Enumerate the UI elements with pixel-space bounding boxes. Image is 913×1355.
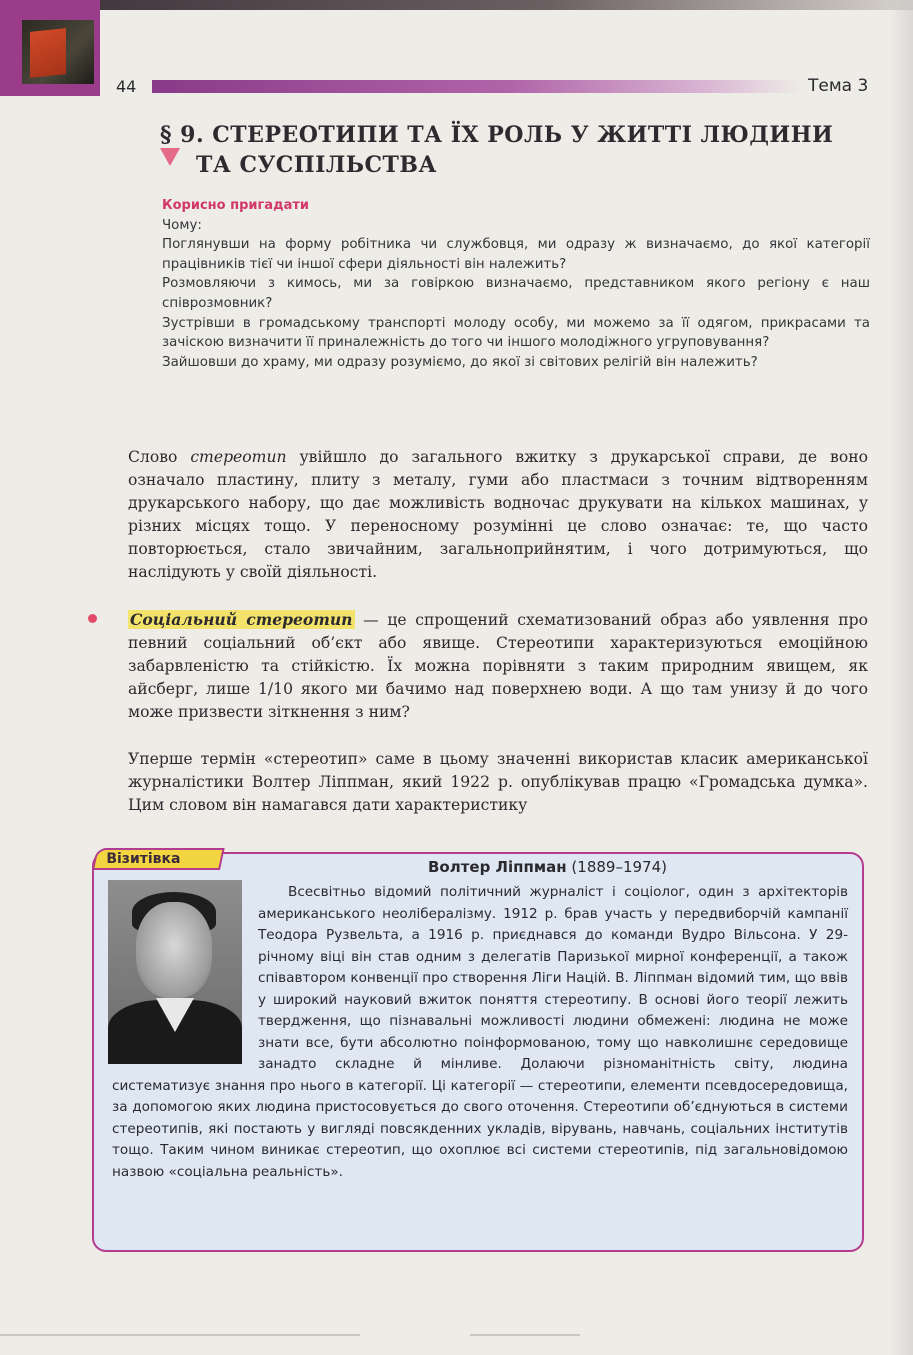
corner-decoration	[0, 0, 100, 96]
section-title	[160, 120, 880, 180]
page-top-band	[0, 0, 913, 10]
paragraph-text: увійшло до загального вжитку з друкарської справи, де воно означало пластину, плиту з металу, гуми або пластмаси з точним відтворенням друкарського набору, що дає можливість водночас друкувати на кількох машинах, у різних місцях тощо. У переносному розумінні це слово означає: те, що часто повторюється, стало звичайним, загальноприйнятим, і чого дотримуються, що наслідують у своїй діяльності.	[128, 448, 868, 581]
paragraph-definition	[128, 608, 868, 724]
recall-question: Зустрівши в громадському транспорті молоду особу, ми можемо за її одягом, прикрасами та зачіскою визначити її приналежність до того чи іншого молодіжного угруповування?	[162, 315, 870, 351]
photo-spacer	[112, 882, 258, 1072]
recall-question: Поглянувши на форму робітника чи службовця, ми одразу ж визначаємо, до якої категорії працівників тієї чи іншої сфери діяльності він належить?	[162, 237, 870, 272]
term-stereotype: стереотип	[190, 448, 287, 466]
section-title-line2: ТА СУСПІЛЬСТВА	[196, 152, 437, 178]
paragraph-text: Слово	[128, 448, 191, 466]
book-cover	[30, 28, 66, 78]
topic-label: Тема 3	[808, 76, 869, 96]
recall-question: Зайшовши до храму, ми одразу розуміємо, до якої зі світових релігій він належить?	[162, 354, 758, 370]
paragraph-text: Уперше термін «стереотип» саме в цьому значенні використав класик американської журналістики Волтер Ліппман, який 1922 р. опублікував працю «Громадська думка». Цим словом він намагався дати характеристику	[128, 750, 868, 814]
recall-why: Чому:	[162, 217, 202, 233]
paragraph-lippmann	[128, 748, 868, 817]
paragraph-text: — це спрощений схематизований образ або уявлення про певний соціальний об’єкт або явище. Стереотипи характеризуються емоційною забарвленістю та стійкістю. Їх можна порівняти з таким природним явищем, як айсберг, лише 1/10 якого ми бачимо над поверхнею води. А що там унизу й до чого може призвести зіткнення з ним?	[128, 611, 868, 721]
bio-card-text	[112, 882, 848, 1183]
paragraph-stereotype-origin	[128, 446, 868, 584]
bio-card-label	[92, 848, 225, 870]
bio-text: Всесвітньо відомий політичний журналіст і соціолог, один з архітекторів американського неолібералізму. 1912 р. брав участь у передвиборчій кампанії Теодора Рузвельта, а 1916 р. приєднався до команди Вудро Вільсона. У 29-річному віці він став одним з делегатів Паризької мирної конференції, а також співавтором конвенції про створення Ліги Націй. В. Ліппман відомий тим, що ввів у широкий науковий вжиток поняття стереотипу. В основі його теорії лежить твердження, що пізнавальні можливості людини обмежені: людина не може знати все, бути абсолютно поінформованою, тому що навколишнє середовище занадто складне й мінливе. Долаючи різноманітність світу, людина систематизує знання про нього в категорії. Ці категорії — стереотипи, елементи псевдосередовища, за допомогою яких людина пристосовується до свого оточення. Стереотипи об’єднуються в системи стереотипів, які постають у вигляді повсякденних укладів, вірувань, навчань, соціальних інститутів тощо. Таким чином виникає стереотип, що охоплює всі системи стереотипів, під загальновідомою назвою «соціальна реальність».	[112, 884, 848, 1180]
bio-card-label-text: Візитівка	[106, 851, 181, 867]
book-icon	[22, 20, 94, 84]
section-title-line1: § 9. СТЕРЕОТИПИ ТА ЇХ РОЛЬ У ЖИТТІ ЛЮДИНИ	[160, 122, 834, 148]
bio-person-years: (1889–1974)	[571, 858, 667, 876]
recall-question: Розмовляючи з кимось, ми за говіркою визначаємо, представником якого регіону є наш співрозмовник?	[162, 276, 870, 311]
term-social-stereotype: Соціальний стереотип	[130, 610, 353, 629]
bottom-line	[0, 1334, 360, 1336]
definition-bullet-icon	[88, 614, 97, 623]
recall-block	[162, 196, 870, 372]
bio-person-name: Волтер Ліппман	[428, 858, 567, 876]
bottom-line	[470, 1334, 580, 1336]
recall-heading: Корисно пригадати	[162, 198, 309, 213]
page-edge-shade	[889, 0, 913, 1355]
bio-card-title	[428, 858, 667, 876]
page-number: 44	[116, 77, 137, 96]
header-bar	[152, 80, 802, 93]
